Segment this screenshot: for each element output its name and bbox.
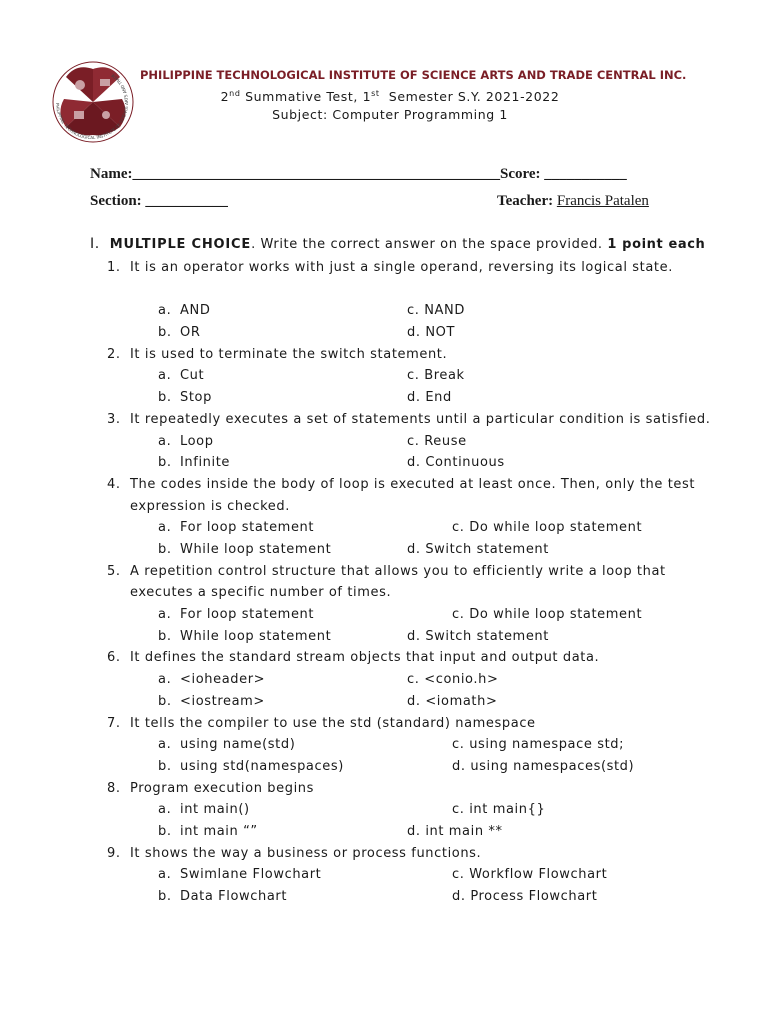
question-text: It defines the standard stream objects that input and output data. <box>130 650 600 666</box>
choice-d[interactable]: d. Continuous <box>407 455 505 471</box>
choice-b[interactable]: b. Infinite <box>158 455 231 471</box>
question-6 <box>107 647 727 712</box>
choices <box>107 669 727 712</box>
choice-a[interactable]: a. For loop statement <box>158 607 315 623</box>
test-title: 2nd Summative Test, 1st Semester S.Y. 2021-2022 <box>220 89 560 105</box>
choice-a[interactable]: a. <ioheader> <box>158 672 266 688</box>
choice-b[interactable]: b. While loop statement <box>158 542 332 558</box>
teacher-label: Teacher: <box>497 193 554 209</box>
choice-d[interactable]: d. NOT <box>407 325 456 341</box>
question-number: 1. <box>107 260 121 275</box>
choice-c[interactable]: c. int main{} <box>452 802 546 818</box>
choice-a[interactable]: a. int main() <box>158 802 250 818</box>
choice-c[interactable]: c. using namespace std; <box>452 737 625 753</box>
question-number: 3. <box>107 411 121 427</box>
logo-text: PHILIPPINE TECHNOLOGICAL INSTITUTE OF SCIENCE ARTS AND TRADE <box>54 72 130 141</box>
question-5 <box>107 561 727 648</box>
question-number: 6. <box>107 650 121 666</box>
choices <box>107 365 727 408</box>
choice-c[interactable]: c. Reuse <box>407 433 467 449</box>
choice-c[interactable]: c. Workflow Flowchart <box>452 867 608 883</box>
question-8 <box>107 778 727 843</box>
choices <box>107 799 727 842</box>
teacher-field <box>497 193 649 210</box>
choice-c[interactable]: c. Break <box>407 368 465 384</box>
question-text: Program execution begins <box>130 780 314 796</box>
school-logo <box>46 55 136 145</box>
question-text: It shows the way a business or process functions. <box>130 845 482 861</box>
choice-a[interactable]: a. For loop statement <box>158 520 315 536</box>
choices <box>107 300 727 343</box>
choice-d[interactable]: d. Process Flowchart <box>452 889 598 905</box>
choice-d[interactable]: d. using namespaces(std) <box>452 758 635 774</box>
question-number: 7. <box>107 715 121 731</box>
choice-d[interactable]: d. Switch statement <box>407 628 549 644</box>
choice-a[interactable]: a. Swimlane Flowchart <box>158 867 322 883</box>
question-text: The codes inside the body of loop is executed at least once. Then, only the test expression is checked. <box>130 476 696 514</box>
question-number: 9. <box>107 845 121 861</box>
question-1 <box>107 257 727 344</box>
question-number: 8. <box>107 780 121 796</box>
choice-b[interactable]: b. While loop statement <box>158 628 332 644</box>
name-blank[interactable]: _________________________________________________ <box>132 166 500 182</box>
choice-b[interactable]: b. Data Flowchart <box>158 889 288 905</box>
choice-a[interactable]: a. using name(std) <box>158 737 296 753</box>
choice-d[interactable]: d. End <box>407 390 452 406</box>
choice-d[interactable]: d. <iomath> <box>407 693 498 709</box>
choice-b[interactable]: b. int main “” <box>158 824 258 840</box>
name-field[interactable] <box>90 166 500 183</box>
question-list <box>107 257 727 908</box>
score-field[interactable] <box>500 166 627 183</box>
choices <box>107 864 727 907</box>
question-3 <box>107 409 727 474</box>
question-text: A repetition control structure that allows you to efficiently write a loop that executes a specific number of times. <box>130 563 666 601</box>
question-number: 5. <box>107 563 121 579</box>
subject-line: Subject: Computer Programming 1 <box>272 107 508 123</box>
choices <box>107 517 727 560</box>
section-title: MULTIPLE CHOICE <box>109 237 252 252</box>
choice-c[interactable]: c. <conio.h> <box>407 672 499 688</box>
choice-a[interactable]: a. Cut <box>158 368 205 384</box>
section-blank[interactable]: ___________ <box>141 193 228 209</box>
choice-b[interactable]: b. OR <box>158 325 201 341</box>
choices <box>107 604 727 647</box>
choices <box>107 431 727 474</box>
section-label: Section: <box>90 193 142 209</box>
section-instructions: . Write the correct answer on the space provided. <box>251 237 608 252</box>
question-text: It tells the compiler to use the std (standard) namespace <box>130 715 536 731</box>
question-number: 2. <box>107 346 121 362</box>
question-text: It is used to terminate the switch statement. <box>130 346 448 362</box>
school-name: PHILIPPINE TECHNOLOGICAL INSTITUTE OF SCIENCE ARTS AND TRADE CENTRAL INC. <box>140 68 687 82</box>
choices <box>107 734 727 777</box>
choice-c[interactable]: c. Do while loop statement <box>452 607 643 623</box>
score-blank[interactable]: ___________ <box>540 166 627 182</box>
teacher-name: Francis Patalen <box>556 193 649 209</box>
document-header <box>140 68 687 124</box>
choice-b[interactable]: b. using std(namespaces) <box>158 758 344 774</box>
section-heading <box>90 236 705 252</box>
section-number: I. <box>90 236 100 252</box>
section-points: 1 point each <box>607 237 706 252</box>
question-text: It is an operator works with just a single operand, reversing its logical state. <box>130 260 673 275</box>
question-7 <box>107 713 727 778</box>
choice-d[interactable]: d. Switch statement <box>407 542 549 558</box>
choice-b[interactable]: b. <iostream> <box>158 693 265 709</box>
choice-d[interactable]: d. int main ** <box>407 824 503 840</box>
choice-a[interactable]: a. Loop <box>158 433 214 449</box>
question-4 <box>107 474 727 561</box>
question-text: It repeatedly executes a set of statements until a particular condition is satisfied. <box>130 411 711 427</box>
choice-b[interactable]: b. Stop <box>158 390 212 406</box>
section-field[interactable] <box>90 193 228 210</box>
choice-a[interactable]: a. AND <box>158 303 211 319</box>
question-9 <box>107 843 727 908</box>
choice-c[interactable]: c. Do while loop statement <box>452 520 643 536</box>
score-label: Score: <box>500 166 541 182</box>
name-label: Name: <box>90 166 133 182</box>
choice-c[interactable]: c. NAND <box>407 303 465 319</box>
question-2 <box>107 344 727 409</box>
question-number: 4. <box>107 476 121 492</box>
